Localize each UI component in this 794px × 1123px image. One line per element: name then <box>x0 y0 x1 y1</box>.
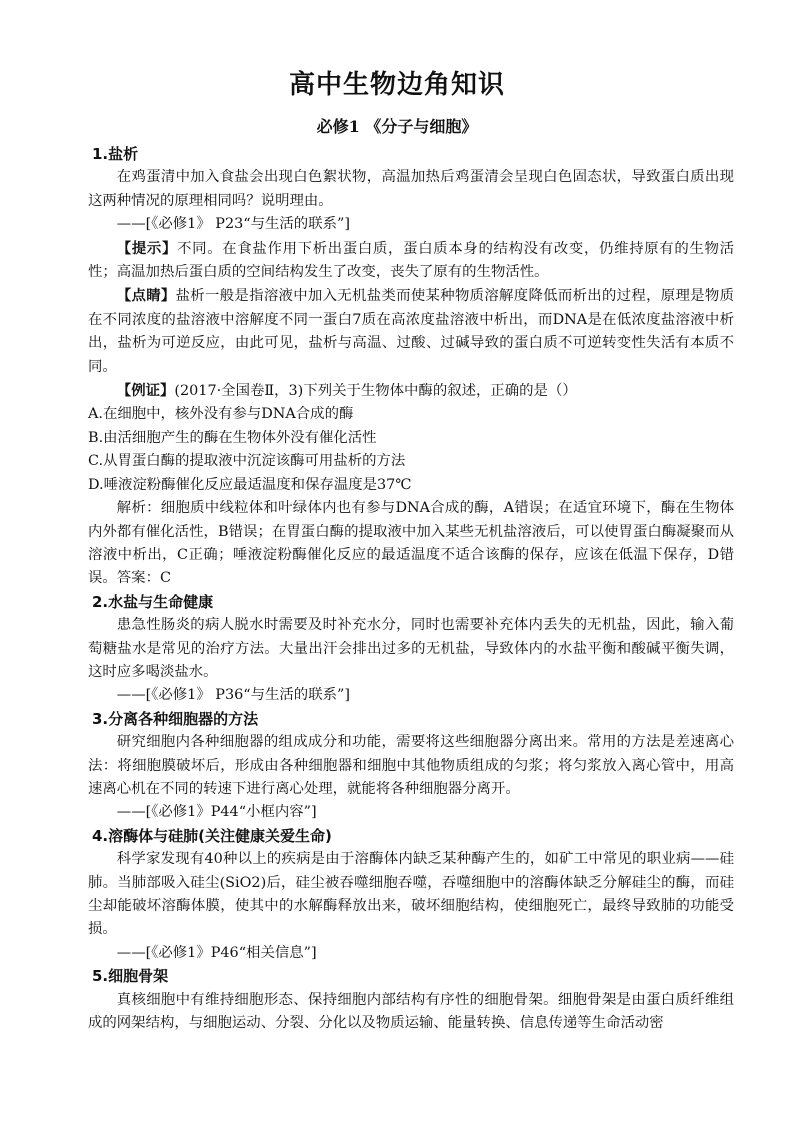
section-1-analysis: 解析：细胞质中线粒体和叶绿体内也有参与DNA合成的酶，A错误；在适宜环境下，酶在生物体内外都有催化活性，B错误；在胃蛋白酶的提取液中加入某些无机盐溶液后，可以使胃蛋白酶凝聚而从溶液中析出，C正确；唾液淀粉酶催化反应的最适温度不适合该酶的保存，应该在低温下保存，D错误。答案：C <box>88 500 734 587</box>
section-1-note <box>88 284 734 379</box>
page-title: 高中生物边角知识 <box>288 70 505 100</box>
section-1-example <box>88 379 734 403</box>
section-heading-3: 3.分离各种细胞器的方法 <box>92 709 259 728</box>
section-1-hint <box>88 237 734 285</box>
document-body <box>88 143 734 1035</box>
section-3-text: 研究细胞内各种细胞器的组成成分和功能，需要将这些细胞器分离出来。常用的方法是差速离心法：将细胞膜破坏后，形成由各种细胞器和细胞中其他物质组成的匀浆；将匀浆放入离心管中，用高速离心机在不同的转速下进行离心处理，就能将各种细胞器分离开。 <box>88 734 734 797</box>
example-tag: 【例证】 <box>116 382 175 400</box>
option-b: B.由活细胞产生的酶在生物体外没有催化活性 <box>88 429 377 446</box>
page-subtitle: 必修1 《分子与细胞》 <box>316 117 478 136</box>
note-tag: 【点睛】 <box>116 287 176 305</box>
hint-tag: 【提示】 <box>116 239 178 257</box>
section-4-text: 科学家发现有40种以上的疾病是由于溶酶体内缺乏某种酶产生的，如矿工中常见的职业病——硅肺。当肺部吸入硅尘(SiO2)后，硅尘被吞噬细胞吞噬，吞噬细胞中的溶酶体缺乏分解硅尘的酶，而硅尘却能破坏溶酶体膜，使其中的水解酶释放出来，破坏细胞结构，使细胞死亡，最终导致肺的功能受损。 <box>88 851 734 938</box>
example-text: (2017·全国卷Ⅱ，3)下列关于生物体中酶的叙述，正确的是（） <box>174 383 577 400</box>
section-1-source: ——[《必修1》 P23“与生活的联系”] <box>116 216 350 233</box>
section-5-text: 真核细胞中有维持细胞形态、保持细胞内部结构有序性的细胞骨架。细胞骨架是由蛋白质纤维组成的网架结构，与细胞运动、分裂、分化以及物质运输、能量转换、信息传递等生命活动密 <box>88 991 734 1032</box>
section-2-source: ——[《必修1》 P36“与生活的联系”] <box>116 687 350 704</box>
section-2-text: 患急性肠炎的病人脱水时需要及时补充水分，同时也需要补充体内丢失的无机盐，因此，输入葡萄糖盐水是常见的治疗方法。大量出汗会排出过多的无机盐，导致体内的水盐平衡和酸碱平衡失调，这时应多喝淡盐水。 <box>88 617 734 680</box>
section-heading-5: 5.细胞骨架 <box>92 967 169 986</box>
section-heading-2: 2.水盐与生命健康 <box>92 592 214 611</box>
option-d: D.唾液淀粉酶催化反应最适温度和保存温度是37℃ <box>88 476 412 493</box>
note-text: 盐析一般是指溶液中加入无机盐类而使某种物质溶解度降低而析出的过程，原理是物质在不同浓度的盐溶液中溶解度不同一蛋白7质在高浓度盐溶液中析出，而DNA是在低浓度盐溶液中析出，盐析为可逆反应，由此可见，盐析与高温、过酸、过碱导致的蛋白质不可逆转变性失活有本质不同。 <box>88 288 734 375</box>
option-c: C.从胃蛋白酶的提取液中沉淀该酶可用盐析的方法 <box>88 453 406 470</box>
section-1-question: 在鸡蛋清中加入食盐会出现白色絮状物，高温加热后鸡蛋清会呈现白色固态状，导致蛋白质出现这两种情况的原理相同吗？说明理由。 <box>88 169 734 209</box>
option-a: A.在细胞中，核外没有参与DNA合成的酶 <box>88 406 354 423</box>
section-heading-1: 1.盐析 <box>92 145 139 163</box>
section-heading-4: 4.溶酶体与硅肺(关注健康关爱生命) <box>92 826 332 845</box>
section-4-source: ——[《必修1》P46“相关信息”] <box>116 944 317 961</box>
hint-text: 不同。在食盐作用下析出蛋白质，蛋白质本身的结构没有改变，仍维持原有的生物活性；高温加热后蛋白质的空间结构发生了改变，丧失了原有的生物活性。 <box>88 240 734 281</box>
section-3-source: ——[《必修1》P44“小框内容”] <box>116 804 317 821</box>
